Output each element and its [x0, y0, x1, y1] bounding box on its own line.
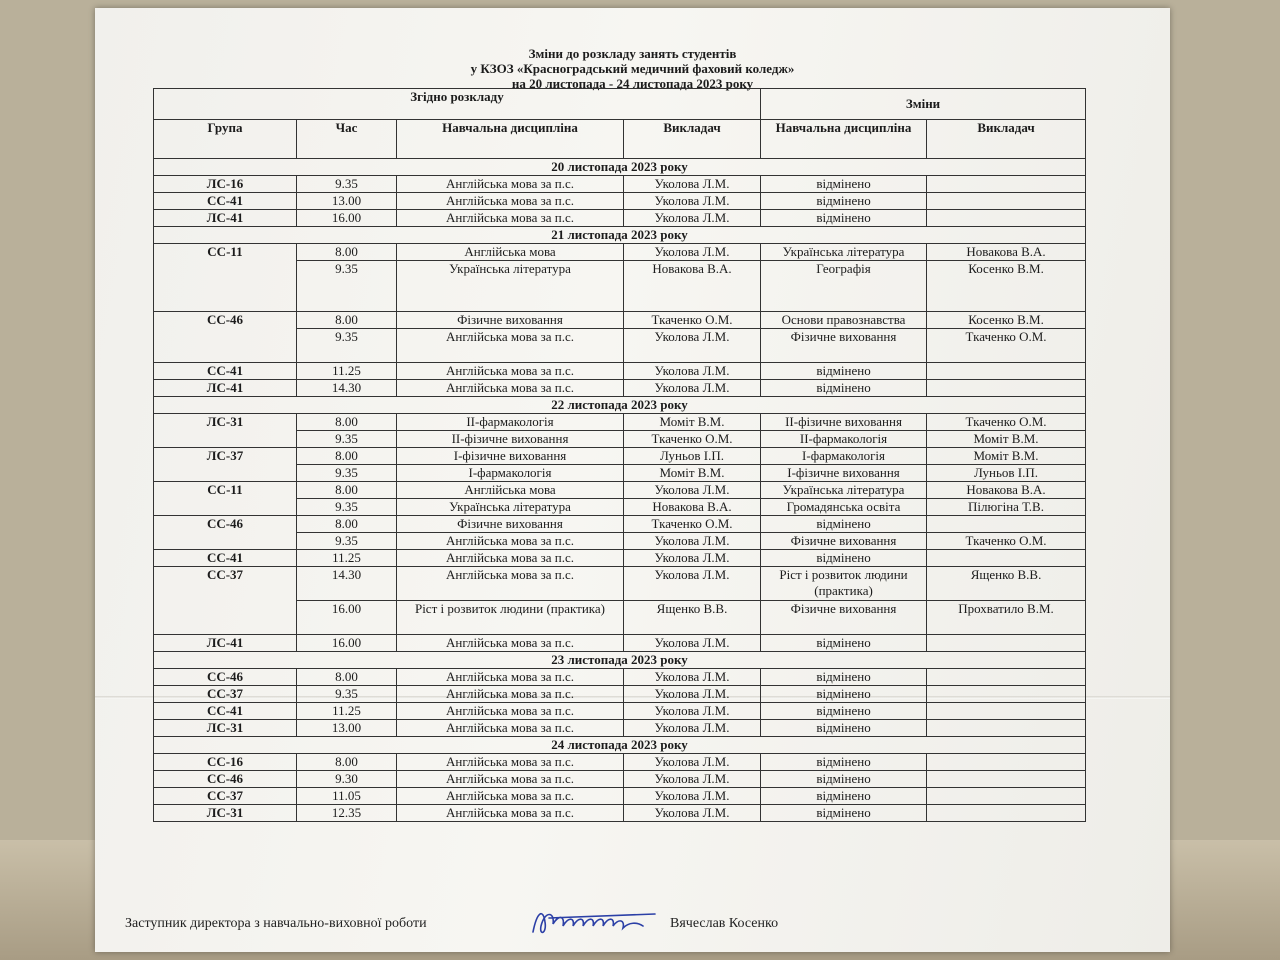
new-discipline-cell: Основи правознавства	[761, 312, 927, 329]
discipline-cell: Англійська мова за п.с.	[397, 533, 624, 550]
new-discipline-cell: відмінено	[761, 210, 927, 227]
teacher-cell: Уколова Л.М.	[624, 193, 761, 210]
header-discipline: Навчальна дисципліна	[397, 120, 624, 159]
time-cell: 9.35	[297, 176, 397, 193]
table-row	[154, 567, 1086, 601]
discipline-cell: Англійська мова за п.с.	[397, 176, 624, 193]
teacher-cell: Уколова Л.М.	[624, 329, 761, 363]
new-teacher-cell	[927, 516, 1086, 533]
teacher-cell: Уколова Л.М.	[624, 567, 761, 601]
teacher-cell: Ткаченко О.М.	[624, 312, 761, 329]
time-cell: 9.35	[297, 499, 397, 516]
teacher-cell: Моміт В.М.	[624, 414, 761, 431]
group-cell: СС-41	[154, 193, 297, 210]
discipline-cell: Англійська мова за п.с.	[397, 210, 624, 227]
new-discipline-cell: відмінено	[761, 703, 927, 720]
discipline-cell: Англійська мова за п.с.	[397, 669, 624, 686]
group-cell: СС-11	[154, 244, 297, 312]
time-cell: 11.25	[297, 550, 397, 567]
table-row	[154, 380, 1086, 397]
group-cell: ЛС-16	[154, 176, 297, 193]
group-cell: СС-11	[154, 482, 297, 516]
discipline-cell: Англійська мова за п.с.	[397, 635, 624, 652]
teacher-cell: Уколова Л.М.	[624, 686, 761, 703]
teacher-cell: Уколова Л.М.	[624, 788, 761, 805]
header-new-discipline: Навчальна дисципліна	[761, 120, 927, 159]
group-cell: СС-41	[154, 703, 297, 720]
new-discipline-cell: відмінено	[761, 720, 927, 737]
table-row	[154, 754, 1086, 771]
table-row	[154, 363, 1086, 380]
time-cell: 11.05	[297, 788, 397, 805]
new-discipline-cell: відмінено	[761, 380, 927, 397]
teacher-cell: Луньов І.П.	[624, 448, 761, 465]
discipline-cell: Англійська мова за п.с.	[397, 380, 624, 397]
new-discipline-cell: відмінено	[761, 550, 927, 567]
discipline-cell: Англійська мова за п.с.	[397, 805, 624, 822]
day-section-row	[154, 159, 1086, 176]
group-cell: ЛС-31	[154, 414, 297, 448]
new-discipline-cell: Українська література	[761, 482, 927, 499]
new-teacher-cell: Косенко В.М.	[927, 312, 1086, 329]
group-cell: ЛС-41	[154, 635, 297, 652]
teacher-cell: Уколова Л.М.	[624, 703, 761, 720]
teacher-cell: Моміт В.М.	[624, 465, 761, 482]
new-discipline-cell: ІІ-фармакологія	[761, 431, 927, 448]
table-row	[154, 686, 1086, 703]
time-cell: 9.35	[297, 329, 397, 363]
table-row	[154, 516, 1086, 533]
new-discipline-cell: Українська література	[761, 244, 927, 261]
time-cell: 8.00	[297, 482, 397, 499]
discipline-cell: ІІ-фізичне виховання	[397, 431, 624, 448]
new-teacher-cell	[927, 686, 1086, 703]
table-row	[154, 635, 1086, 652]
new-teacher-cell: Ткаченко О.М.	[927, 329, 1086, 363]
time-cell: 14.30	[297, 567, 397, 601]
discipline-cell: І-фізичне виховання	[397, 448, 624, 465]
new-discipline-cell: Фізичне виховання	[761, 329, 927, 363]
new-teacher-cell: Ященко В.В.	[927, 567, 1086, 601]
heading-line-1: Зміни до розкладу занять студентів	[528, 46, 737, 61]
group-cell: ЛС-31	[154, 805, 297, 822]
new-teacher-cell	[927, 193, 1086, 210]
discipline-cell: Англійська мова за п.с.	[397, 788, 624, 805]
table-row	[154, 720, 1086, 737]
new-discipline-cell: відмінено	[761, 363, 927, 380]
discipline-cell: Англійська мова за п.с.	[397, 771, 624, 788]
table-row	[154, 193, 1086, 210]
header-new-teacher: Викладач	[927, 120, 1086, 159]
day-section-row	[154, 737, 1086, 754]
discipline-cell: Англійська мова за п.с.	[397, 703, 624, 720]
teacher-cell: Уколова Л.М.	[624, 771, 761, 788]
group-cell: ЛС-41	[154, 210, 297, 227]
discipline-cell: Англійська мова за п.с.	[397, 363, 624, 380]
new-discipline-cell: відмінено	[761, 176, 927, 193]
new-discipline-cell: Фізичне виховання	[761, 601, 927, 635]
time-cell: 8.00	[297, 312, 397, 329]
new-discipline-cell: відмінено	[761, 754, 927, 771]
group-cell: СС-46	[154, 771, 297, 788]
discipline-cell: Англійська мова за п.с.	[397, 754, 624, 771]
new-discipline-cell: відмінено	[761, 516, 927, 533]
day-title: 23 листопада 2023 року	[154, 652, 1086, 669]
table-row	[154, 244, 1086, 261]
new-discipline-cell: відмінено	[761, 788, 927, 805]
teacher-cell: Ткаченко О.М.	[624, 516, 761, 533]
document-heading	[95, 46, 1170, 91]
signature-role: Заступник директора з навчально-виховної роботи	[125, 916, 427, 931]
day-section-row	[154, 227, 1086, 244]
teacher-cell: Уколова Л.М.	[624, 754, 761, 771]
discipline-cell: Англійська мова за п.с.	[397, 193, 624, 210]
teacher-cell: Уколова Л.М.	[624, 533, 761, 550]
discipline-cell: І-фармакологія	[397, 465, 624, 482]
new-teacher-cell: Ткаченко О.М.	[927, 533, 1086, 550]
teacher-cell: Уколова Л.М.	[624, 550, 761, 567]
new-teacher-cell	[927, 754, 1086, 771]
time-cell: 16.00	[297, 635, 397, 652]
time-cell: 16.00	[297, 210, 397, 227]
new-teacher-cell: Пілюгіна Т.В.	[927, 499, 1086, 516]
table-row	[154, 210, 1086, 227]
discipline-cell: Англійська мова за п.с.	[397, 686, 624, 703]
table-row	[154, 669, 1086, 686]
discipline-cell: Англійська мова за п.с.	[397, 329, 624, 363]
group-cell: СС-37	[154, 788, 297, 805]
new-discipline-cell: Ріст і розвиток людини (практика)	[761, 567, 927, 601]
time-cell: 11.25	[297, 363, 397, 380]
discipline-cell: Англійська мова за п.с.	[397, 567, 624, 601]
day-section-row	[154, 397, 1086, 414]
new-discipline-cell: Географія	[761, 261, 927, 312]
heading-line-3: на 20 листопада - 24 листопада 2023 року	[511, 76, 754, 91]
new-discipline-cell: Громадянська освіта	[761, 499, 927, 516]
new-teacher-cell	[927, 669, 1086, 686]
new-teacher-cell: Новакова В.А.	[927, 244, 1086, 261]
table-row	[154, 771, 1086, 788]
table-row	[154, 550, 1086, 567]
table-row	[154, 312, 1086, 329]
time-cell: 9.35	[297, 686, 397, 703]
teacher-cell: Уколова Л.М.	[624, 720, 761, 737]
day-title: 22 листопада 2023 року	[154, 397, 1086, 414]
time-cell: 9.30	[297, 771, 397, 788]
new-discipline-cell: І-фармакологія	[761, 448, 927, 465]
discipline-cell: Англійська мова	[397, 244, 624, 261]
table-row	[154, 176, 1086, 193]
header-teacher: Викладач	[624, 120, 761, 159]
new-teacher-cell: Косенко В.М.	[927, 261, 1086, 312]
time-cell: 8.00	[297, 244, 397, 261]
schedule-table	[153, 88, 1086, 822]
heading-line-2: у КЗОЗ «Красноградський медичний фаховий коледж»	[470, 61, 795, 76]
new-teacher-cell	[927, 363, 1086, 380]
discipline-cell: Англійська мова за п.с.	[397, 720, 624, 737]
day-title: 21 листопада 2023 року	[154, 227, 1086, 244]
new-discipline-cell: відмінено	[761, 805, 927, 822]
header-time: Час	[297, 120, 397, 159]
group-cell: СС-37	[154, 567, 297, 635]
header-per-schedule: Згідно розкладу	[154, 89, 761, 120]
schedule-sheet	[95, 8, 1170, 952]
teacher-cell: Новакова В.А.	[624, 499, 761, 516]
teacher-cell: Ященко В.В.	[624, 601, 761, 635]
new-teacher-cell	[927, 176, 1086, 193]
teacher-cell: Уколова Л.М.	[624, 482, 761, 499]
teacher-cell: Уколова Л.М.	[624, 805, 761, 822]
day-title: 20 листопада 2023 року	[154, 159, 1086, 176]
group-cell: СС-46	[154, 669, 297, 686]
new-teacher-cell: Ткаченко О.М.	[927, 414, 1086, 431]
group-cell: ЛС-37	[154, 448, 297, 482]
teacher-cell: Уколова Л.М.	[624, 380, 761, 397]
teacher-cell: Новакова В.А.	[624, 261, 761, 312]
teacher-cell: Уколова Л.М.	[624, 244, 761, 261]
group-cell: СС-41	[154, 363, 297, 380]
teacher-cell: Ткаченко О.М.	[624, 431, 761, 448]
teacher-cell: Уколова Л.М.	[624, 363, 761, 380]
new-discipline-cell: відмінено	[761, 193, 927, 210]
new-teacher-cell: Луньов І.П.	[927, 465, 1086, 482]
new-teacher-cell	[927, 720, 1086, 737]
time-cell: 9.35	[297, 431, 397, 448]
table-row	[154, 448, 1086, 465]
discipline-cell: ІІ-фармакологія	[397, 414, 624, 431]
discipline-cell: Фізичне виховання	[397, 312, 624, 329]
header-changes: Зміни	[761, 89, 1086, 120]
group-cell: СС-16	[154, 754, 297, 771]
table-row	[154, 414, 1086, 431]
group-cell: СС-46	[154, 312, 297, 363]
time-cell: 12.35	[297, 805, 397, 822]
new-teacher-cell	[927, 635, 1086, 652]
schedule-body	[154, 159, 1086, 822]
time-cell: 9.35	[297, 465, 397, 482]
time-cell: 8.00	[297, 414, 397, 431]
table-row	[154, 703, 1086, 720]
header-group: Група	[154, 120, 297, 159]
time-cell: 9.35	[297, 261, 397, 312]
new-discipline-cell: І-фізичне виховання	[761, 465, 927, 482]
group-cell: СС-41	[154, 550, 297, 567]
teacher-cell: Уколова Л.М.	[624, 176, 761, 193]
discipline-cell: Фізичне виховання	[397, 516, 624, 533]
day-title: 24 листопада 2023 року	[154, 737, 1086, 754]
discipline-cell: Англійська мова	[397, 482, 624, 499]
new-teacher-cell	[927, 703, 1086, 720]
discipline-cell: Українська література	[397, 261, 624, 312]
table-row	[154, 788, 1086, 805]
teacher-cell: Уколова Л.М.	[624, 635, 761, 652]
time-cell: 8.00	[297, 448, 397, 465]
new-discipline-cell: відмінено	[761, 686, 927, 703]
signature-name: Вячеслав Косенко	[670, 916, 779, 931]
discipline-cell: Українська література	[397, 499, 624, 516]
time-cell: 13.00	[297, 193, 397, 210]
discipline-cell: Ріст і розвиток людини (практика)	[397, 601, 624, 635]
table-row	[154, 482, 1086, 499]
new-discipline-cell: відмінено	[761, 771, 927, 788]
time-cell: 8.00	[297, 754, 397, 771]
time-cell: 13.00	[297, 720, 397, 737]
teacher-cell: Уколова Л.М.	[624, 669, 761, 686]
table-row	[154, 805, 1086, 822]
day-section-row	[154, 652, 1086, 669]
new-discipline-cell: Фізичне виховання	[761, 533, 927, 550]
group-cell: ЛС-41	[154, 380, 297, 397]
group-cell: СС-46	[154, 516, 297, 550]
time-cell: 11.25	[297, 703, 397, 720]
time-cell: 8.00	[297, 516, 397, 533]
new-teacher-cell: Прохватило В.М.	[927, 601, 1086, 635]
new-discipline-cell: відмінено	[761, 669, 927, 686]
new-teacher-cell	[927, 771, 1086, 788]
handwritten-signature	[525, 902, 665, 942]
new-teacher-cell: Новакова В.А.	[927, 482, 1086, 499]
new-teacher-cell	[927, 788, 1086, 805]
time-cell: 14.30	[297, 380, 397, 397]
new-teacher-cell	[927, 550, 1086, 567]
new-discipline-cell: ІІ-фізичне виховання	[761, 414, 927, 431]
time-cell: 16.00	[297, 601, 397, 635]
new-teacher-cell	[927, 380, 1086, 397]
new-teacher-cell: Моміт В.М.	[927, 431, 1086, 448]
time-cell: 9.35	[297, 533, 397, 550]
new-discipline-cell: відмінено	[761, 635, 927, 652]
new-teacher-cell	[927, 210, 1086, 227]
teacher-cell: Уколова Л.М.	[624, 210, 761, 227]
discipline-cell: Англійська мова за п.с.	[397, 550, 624, 567]
group-cell: СС-37	[154, 686, 297, 703]
group-cell: ЛС-31	[154, 720, 297, 737]
new-teacher-cell: Моміт В.М.	[927, 448, 1086, 465]
time-cell: 8.00	[297, 669, 397, 686]
new-teacher-cell	[927, 805, 1086, 822]
